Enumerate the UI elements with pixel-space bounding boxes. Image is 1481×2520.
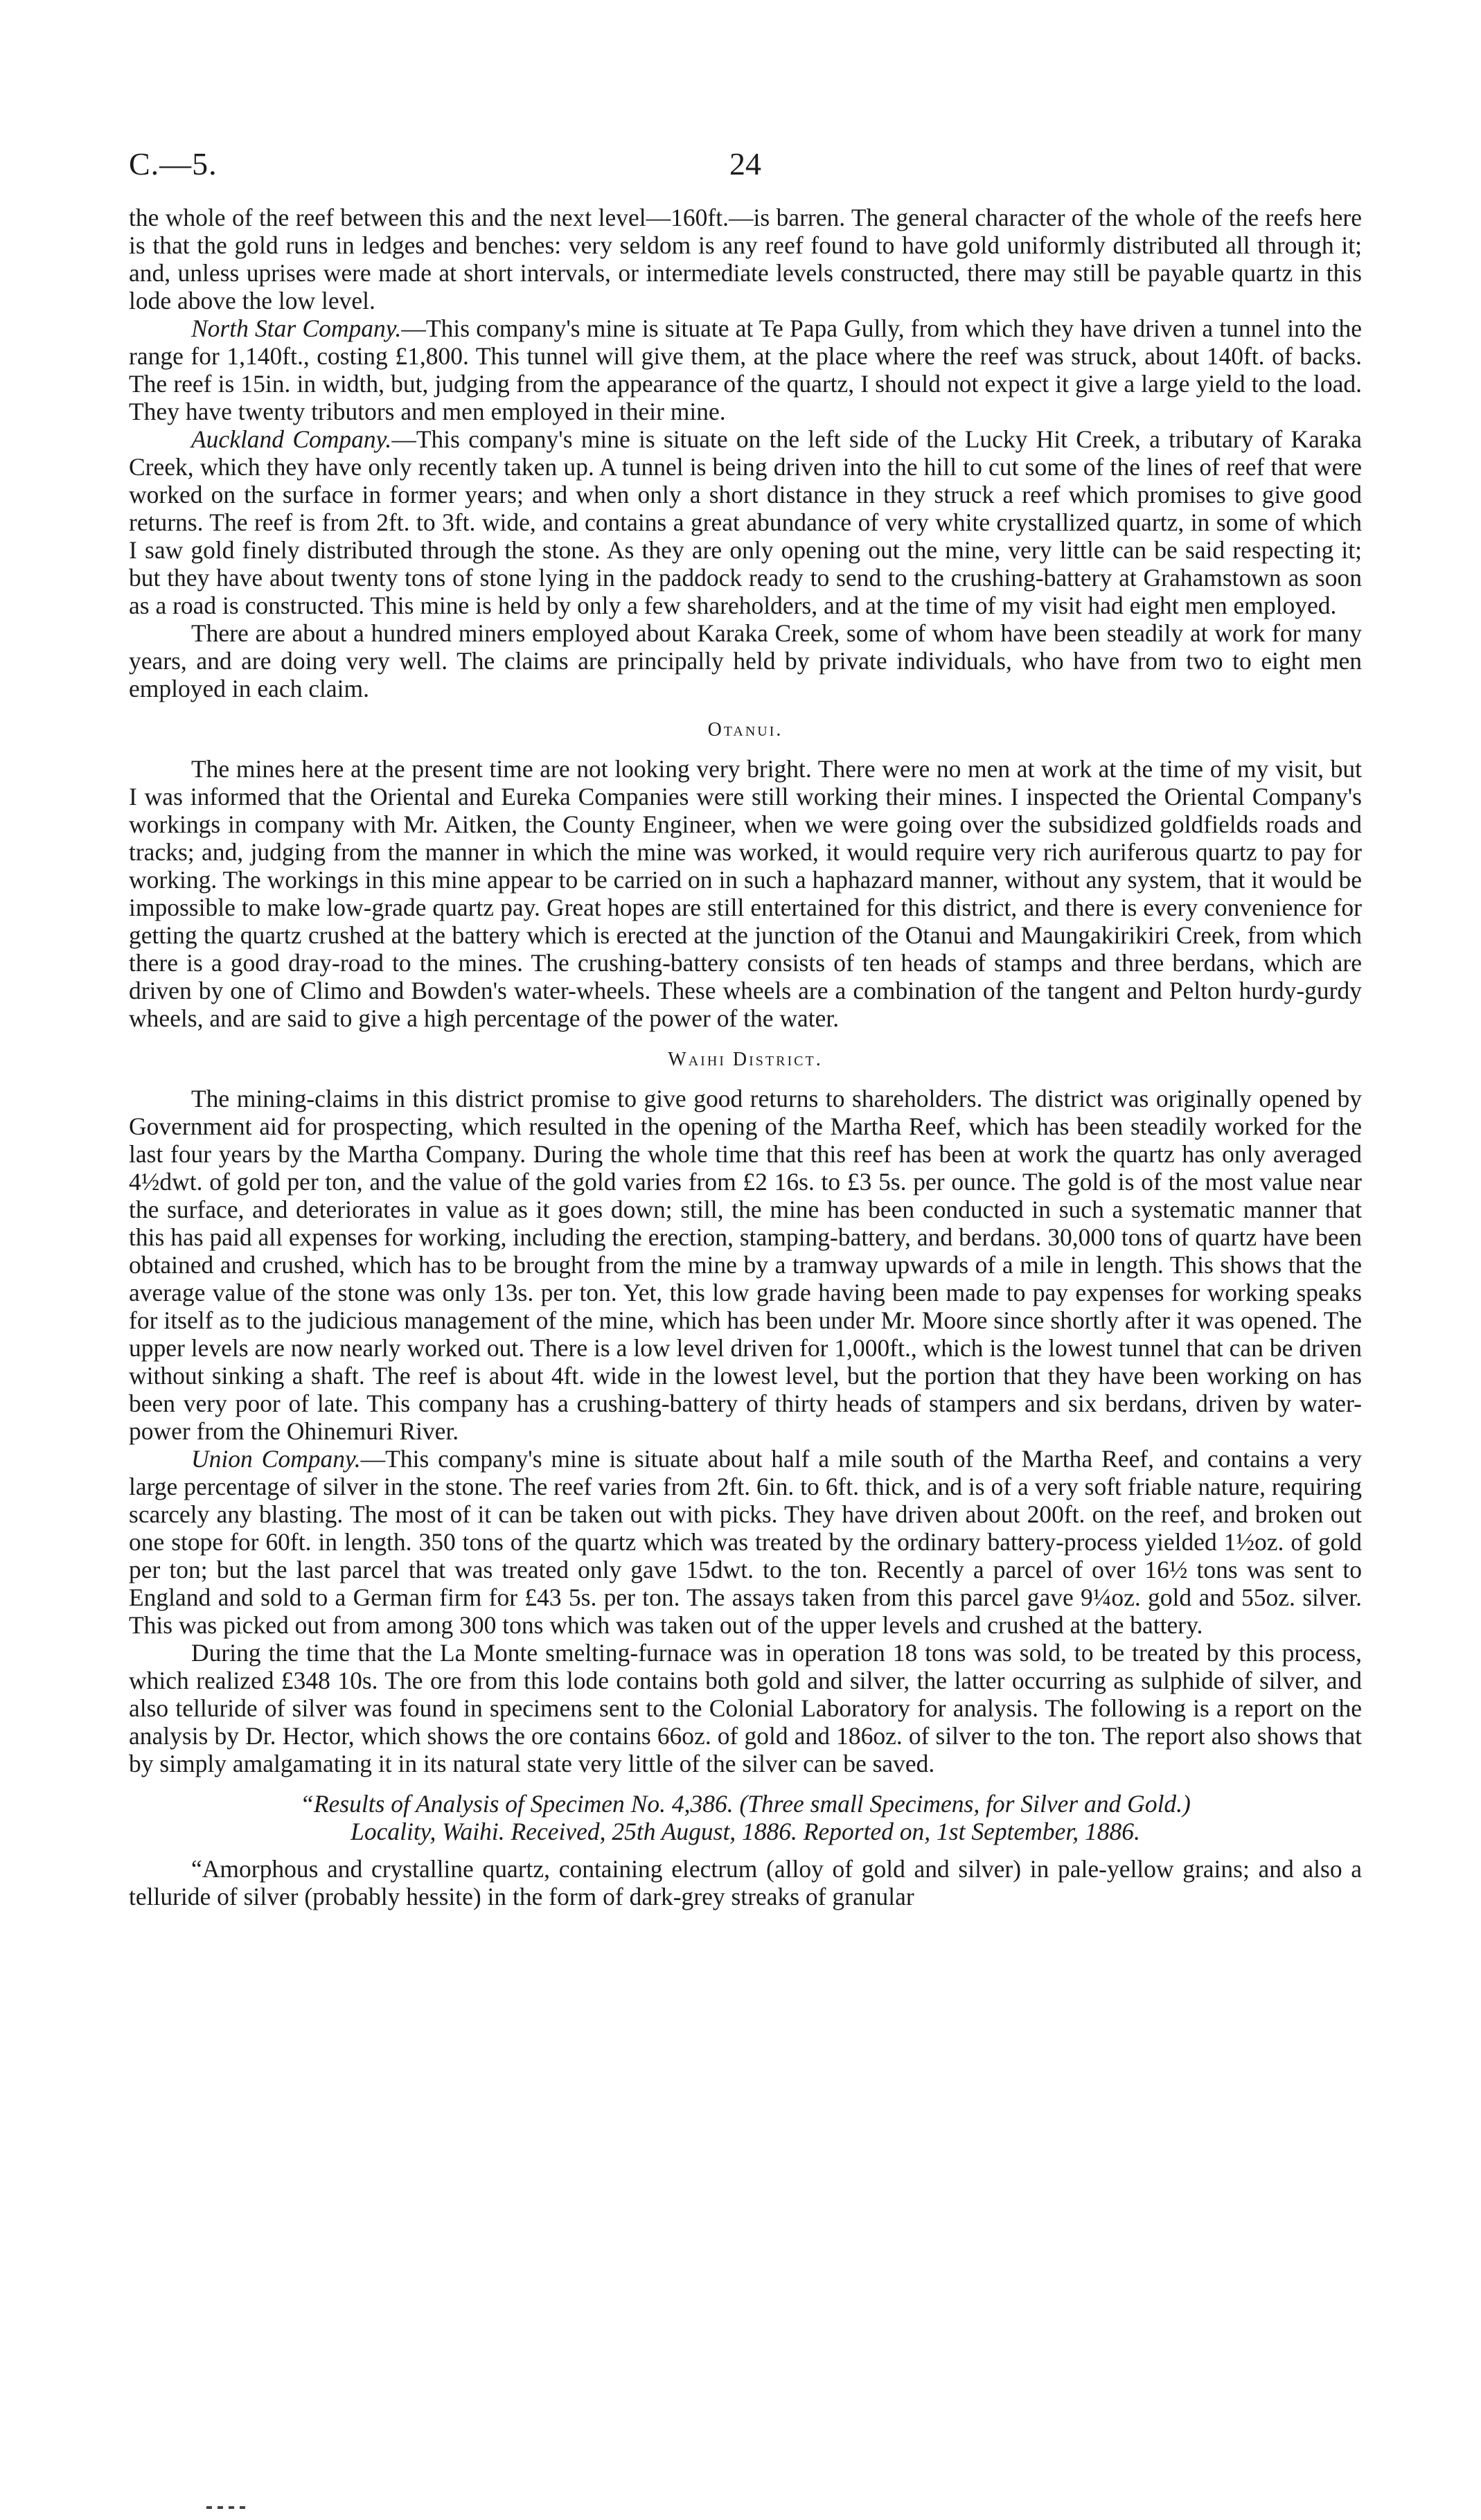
document-page (129, 145, 1362, 1910)
union-company-lead: Union Company. (191, 1445, 361, 1473)
north-star-company-lead: North Star Company. (191, 314, 402, 342)
paragraph-auckland-company (129, 425, 1362, 619)
paragraph-la-monte-furnace: During the time that the La Monte smelting-furnace was in operation 18 tons was sold, to be treated by this process, which realized £348 10s. The ore from this lode contains both gold and silver, the latter occurring as sulphide of silver, and also telluride of silver was found in specimens sent to the Colonial Laboratory for analysis. The following is a report on the analysis by Dr. Hector, which shows the ore contains 66oz. of gold and 186oz. of silver to the ton. The report also shows that by simply amalgamating it in its natural state very little of the silver can be saved. (129, 1639, 1362, 1777)
analysis-report-title (129, 1790, 1362, 1845)
page-edge-mark (206, 2506, 251, 2509)
page-header (129, 145, 1362, 197)
section-heading-otanui: Otanui. (707, 719, 783, 740)
north-star-company-text: —This company's mine is situate at Te Papa Gully, from which they have driven a tunnel into the range for 1,140ft., costing £1,800. This tunnel will give them, at the place where the reef was struck, about 140ft. of backs. The reef is 15in. in width, but, judging from the appearance of the quartz, I should not expect it give a large yield to the load. They have twenty tributors and men employed in their mine. (129, 314, 1362, 425)
paragraph-karaka-creek-miners: There are about a hundred miners employed about Karaka Creek, some of whom have been steadily at work for many years, and are doing very well. The claims are principally held by private individuals, who have from two to eight men employed in each claim. (129, 619, 1362, 702)
analysis-report-title-line-1: “Results of Analysis of Specimen No. 4,386. (Three small Specimens, for Silver and Gold.) (300, 1790, 1191, 1818)
section-heading-waihi-district: Waihi District. (668, 1049, 823, 1070)
auckland-company-text: —This company's mine is situate on the left side of the Lucky Hit Creek, a tributary of Karaka Creek, which they have only recently taken up. A tunnel is being driven into the hill to cut some of the lines of reef that were worked on the surface in former years; and when only a short distance in they struck a reef which promises to give good returns. The reef is from 2ft. to 3ft. wide, and contains a great abundance of very white crystallized quartz, in some of which I saw gold finely distributed through the stone. As they are only opening out the mine, very little can be said respecting it; but they have about twenty tons of stone lying in the paddock ready to send to the crushing-battery at Grahamstown as soon as a road is constructed. This mine is held by only a few shareholders, and at the time of my visit had eight men employed. (129, 425, 1362, 619)
analysis-report-title-line-2: Locality, Waihi. Received, 25th August, 1886. Reported on, 1st September, 1886. (351, 1818, 1140, 1845)
paragraph-waihi-mining-claims: The mining-claims in this district promise to give good returns to shareholders. The district was originally opened by Government aid for prospecting, which resulted in the opening of the Martha Reef, which has been steadily worked for the last four years by the Martha Company. During the whole time that this reef has been at work the quartz has only averaged 4½dwt. of gold per ton, and the value of the gold varies from £2 16s. to £3 5s. per ounce. The gold is of the most value near the surface, and deteriorates in value as it goes down; still, the mine has been conducted in such a systematic manner that this has paid all expenses for working, including the erection, stamping-battery, and berdans. 30,000 tons of quartz have been obtained and crushed, which has to be brought from the mine by a tramway upwards of a mile in length. This shows that the average value of the stone was only 13s. per ton. Yet, this low grade having been made to pay expenses for working speaks for itself as to the judicious management of the mine, which has been under Mr. Moore since shortly after it was opened. The upper levels are now nearly worked out. There is a low level driven for 1,000ft., which is the lowest tunnel that can be driven without sinking a shaft. The reef is about 4ft. wide in the lowest level, but the portion that they have been working on has been very poor of late. This company has a crushing-battery of thirty heads of stampers and six berdans, driven by water-power from the Ohinemuri River. (129, 1085, 1362, 1445)
page-number: 24 (729, 146, 761, 181)
paragraph-north-star-company (129, 314, 1362, 425)
paragraph-barren-reef: the whole of the reef between this and the next level—160ft.—is barren. The general character of the whole of the reefs here is that the gold runs in ledges and benches: very seldom is any reef found to have gold uniformly distributed all through it; and, unless uprises were made at short intervals, or intermediate levels constructed, there may still be payable quartz in this lode above the low level. (129, 204, 1362, 314)
union-company-text: —This company's mine is situate about half a mile south of the Martha Reef, and contains a very large percentage of silver in the stone. The reef varies from 2ft. 6in. to 6ft. thick, and is of a very soft friable nature, requiring scarcely any blasting. The most of it can be taken out with picks. They have driven about 200ft. on the reef, and broken out one stope for 60ft. in length. 350 tons of the quartz which was treated by the ordinary battery-process yielded 1½oz. of gold per ton; but the last parcel that was treated only gave 15dwt. to the ton. Recently a parcel of over 16½ tons was sent to England and sold to a German firm for £43 5s. per ton. The assays taken from this parcel gave 9¼oz. gold and 55oz. silver. This was picked out from among 300 tons which was taken out of the upper levels and crushed at the battery. (129, 1445, 1362, 1639)
document-reference: C.—5. (129, 146, 218, 181)
paragraph-union-company (129, 1445, 1362, 1639)
auckland-company-lead: Auckland Company. (191, 425, 392, 453)
paragraph-analysis-description: “Amorphous and crystalline quartz, containing electrum (alloy of gold and silver) in pale-yellow grains; and also a telluride of silver (probably hessite) in the form of dark-grey streaks of granular (129, 1855, 1362, 1910)
paragraph-otanui-mines: The mines here at the present time are not looking very bright. There were no men at work at the time of my visit, but I was informed that the Oriental and Eureka Companies were still working their mines. I inspected the Oriental Company's workings in company with Mr. Aitken, the County Engineer, when we were going over the subsidized goldfields roads and tracks; and, judging from the manner in which the mine was worked, it would require very rich auriferous quartz to pay for working. The workings in this mine appear to be carried on in such a haphazard manner, without any system, that it would be impossible to make low-grade quartz pay. Great hopes are still entertained for this district, and there is every convenience for getting the quartz crushed at the battery which is erected at the junction of the Otanui and Maungakirikiri Creek, from which there is a good dray-road to the mines. The crushing-battery consists of ten heads of stamps and three berdans, which are driven by one of Climo and Bowden's water-wheels. These wheels are a combination of the tangent and Pelton hurdy-gurdy wheels, and are said to give a high percentage of the power of the water. (129, 755, 1362, 1032)
